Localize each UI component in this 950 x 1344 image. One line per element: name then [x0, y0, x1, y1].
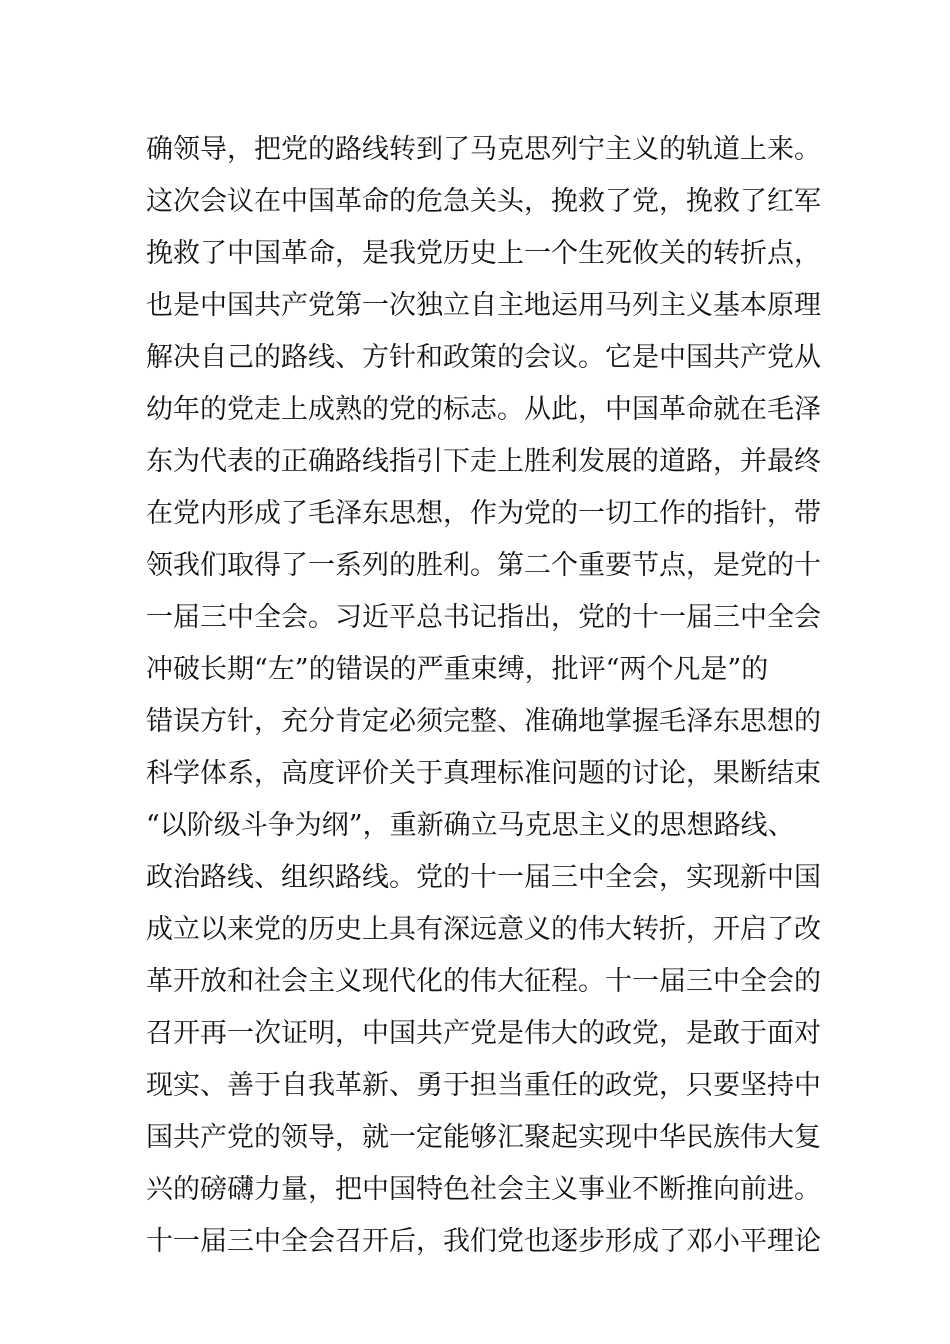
text-line: 这次会议在中国革命的危急关头，挽救了党，挽救了红军 [146, 186, 821, 217]
text-line: 确领导，把党的路线转到了马克思列宁主义的轨道上来。 [146, 134, 821, 165]
text-line: 在党内形成了毛泽东思想，作为党的一切工作的指针，带 [146, 498, 821, 529]
text-line: 错误方针，充分肯定必须完整、准确地掌握毛泽东思想的 [146, 706, 821, 737]
text-line: “以阶级斗争为纲”，重新确立马克思主义的思想路线、 [146, 810, 795, 841]
text-line: 国共产党的领导，就一定能够汇聚起实现中华民族伟大复 [146, 1122, 821, 1153]
text-line: 挽救了中国革命，是我党历史上一个生死攸关的转折点， [146, 238, 821, 269]
text-line: 冲破长期“左”的错误的严重束缚，批评“两个凡是”的 [146, 654, 769, 685]
body-text [146, 124, 846, 1268]
text-line: 领我们取得了一系列的胜利。第二个重要节点，是党的十 [146, 550, 821, 581]
text-line: 成立以来党的历史上具有深远意义的伟大转折，开启了改 [146, 914, 821, 945]
text-line: 科学体系，高度评价关于真理标准问题的讨论，果断结束 [146, 758, 821, 789]
text-line: 一届三中全会。习近平总书记指出，党的十一届三中全会 [146, 602, 821, 633]
text-line: 召开再一次证明，中国共产党是伟大的政党，是敢于面对 [146, 1018, 821, 1049]
text-line: 兴的磅礴力量，把中国特色社会主义事业不断推向前进。 [146, 1174, 821, 1205]
text-line: 东为代表的正确路线指引下走上胜利发展的道路，并最终 [146, 446, 821, 477]
text-line: 幼年的党走上成熟的党的标志。从此，中国革命就在毛泽 [146, 394, 821, 425]
text-line: 革开放和社会主义现代化的伟大征程。十一届三中全会的 [146, 966, 821, 997]
text-line: 解决自己的路线、方针和政策的会议。它是中国共产党从 [146, 342, 821, 373]
text-line: 十一届三中全会召开后，我们党也逐步形成了邓小平理论 [146, 1226, 821, 1257]
text-line: 现实、善于自我革新、勇于担当重任的政党，只要坚持中 [146, 1070, 821, 1101]
text-line: 政治路线、组织路线。党的十一届三中全会，实现新中国 [146, 862, 821, 893]
text-line: 也是中国共产党第一次独立自主地运用马列主义基本原理 [146, 290, 821, 321]
